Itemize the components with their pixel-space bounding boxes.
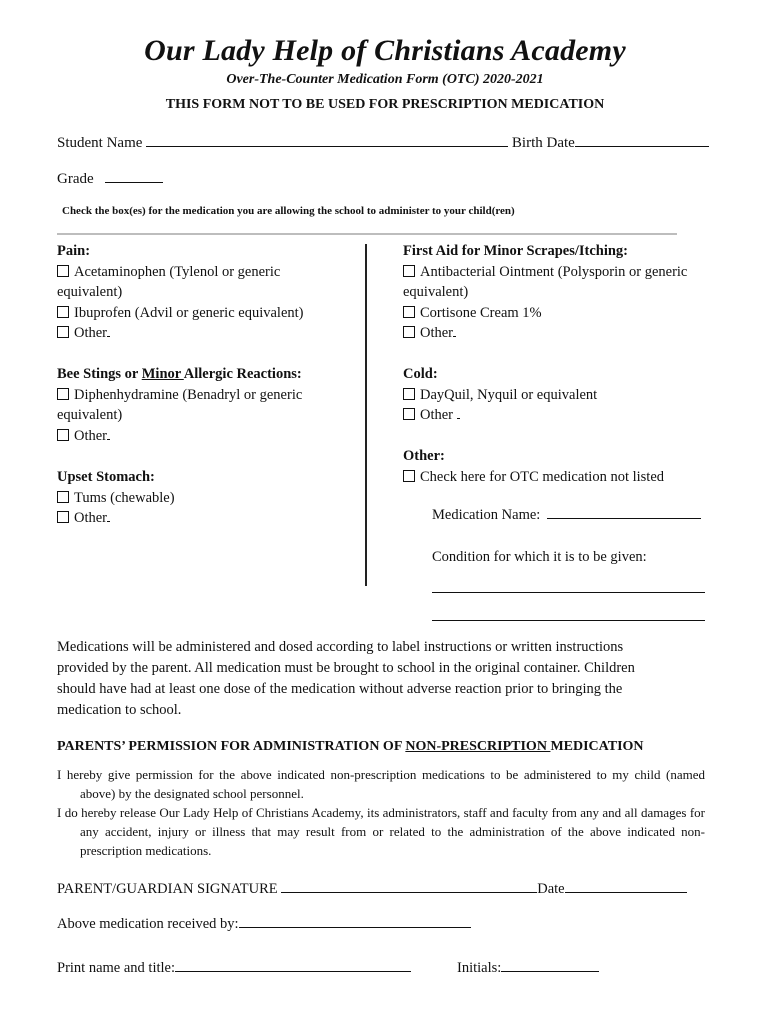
- firstaid-option-cont: equivalent): [403, 284, 469, 300]
- stomach-heading: Upset Stomach:: [57, 469, 155, 485]
- condition-label: Condition for which it is to be given:: [432, 549, 647, 565]
- medication-name-row: [432, 505, 701, 524]
- initials-field[interactable]: [501, 958, 599, 972]
- bee-option-other[interactable]: Other: [57, 426, 357, 447]
- received-by-row: [57, 914, 471, 933]
- checkbox[interactable]: [403, 326, 415, 338]
- grade-label: Grade: [57, 171, 94, 187]
- checkbox[interactable]: [57, 511, 69, 523]
- grade-row: [57, 169, 163, 188]
- print-name-row: [57, 958, 411, 977]
- birth-date-label: Birth Date: [511, 135, 575, 151]
- medication-name-field[interactable]: [547, 505, 701, 519]
- checkbox[interactable]: [403, 306, 415, 318]
- firstaid-option-antibacterial[interactable]: Antibacterial Ointment (Polysporin or generic: [403, 262, 713, 283]
- permission-heading: PARENTS’ PERMISSION FOR ADMINISTRATION OF NON-PRESCRIPTION MEDICATION: [57, 739, 644, 754]
- prescription-notice: THIS FORM NOT TO BE USED FOR PRESCRIPTION MEDICATION: [165, 97, 605, 112]
- bee-section: [57, 364, 357, 446]
- signature-date-label: Date: [537, 881, 565, 897]
- student-name-field[interactable]: [146, 133, 508, 147]
- initials-row: [457, 958, 599, 977]
- cold-heading: Cold:: [403, 366, 438, 382]
- checkbox[interactable]: [57, 306, 69, 318]
- condition-field-line-1[interactable]: [432, 592, 705, 593]
- other-section: [403, 446, 713, 487]
- checkbox[interactable]: [403, 470, 415, 482]
- cold-option-other[interactable]: Other: [403, 405, 713, 426]
- received-by-field[interactable]: [239, 914, 471, 928]
- checkbox[interactable]: [403, 408, 415, 420]
- initials-label: Initials:: [457, 960, 502, 976]
- firstaid-section: [403, 241, 713, 344]
- other-heading: Other:: [403, 448, 445, 464]
- stomach-option-other[interactable]: Other: [57, 508, 357, 529]
- pain-option-acetaminophen[interactable]: Acetaminophen (Tylenol or generic: [57, 262, 357, 283]
- checkbox[interactable]: [57, 265, 69, 277]
- school-title: Our Lady Help of Christians Academy: [144, 34, 626, 67]
- administration-paragraph: Medications will be administered and dosed according to label instructions or written instructions provided by the parent. All medication must be brought to school in the original container. Children should have had at least one dose of the medication without adverse reaction prior to bringing the medication to school.: [57, 639, 635, 718]
- permission-paragraph-1: I hereby give permission for the above indicated non-prescription medications to be administered to my child (named above) by the designated school personnel.: [57, 767, 705, 801]
- checkbox[interactable]: [403, 265, 415, 277]
- parent-signature-row: [57, 879, 687, 898]
- divider: [57, 233, 677, 235]
- firstaid-option-cortisone[interactable]: Cortisone Cream 1%: [403, 303, 713, 324]
- parent-signature-label: PARENT/GUARDIAN SIGNATURE: [57, 881, 278, 897]
- bee-heading: Bee Stings or Minor Allergic Reactions:: [57, 366, 302, 382]
- checkbox[interactable]: [57, 388, 69, 400]
- checkbox[interactable]: [57, 429, 69, 441]
- student-name-row: [57, 133, 709, 152]
- pain-option-ibuprofen[interactable]: Ibuprofen (Advil or generic equivalent): [57, 303, 357, 324]
- signature-date-field[interactable]: [565, 879, 687, 893]
- grade-field[interactable]: [105, 169, 163, 183]
- parent-signature-field[interactable]: [281, 879, 537, 893]
- pain-option-other[interactable]: Other: [57, 323, 357, 344]
- stomach-section: [57, 467, 357, 529]
- column-divider: [365, 244, 367, 586]
- cold-option-dayquil[interactable]: DayQuil, Nyquil or equivalent: [403, 385, 713, 406]
- permission-paragraph-2: I do hereby release Our Lady Help of Christians Academy, its administrators, staff and faculty from any and all damages for any accident, injury or illness that may result from or related to the administration of the above indicated non- prescription medications.: [57, 805, 705, 858]
- form-subtitle: Over-The-Counter Medication Form (OTC) 2020-2021: [226, 72, 544, 87]
- firstaid-option-other[interactable]: Other: [403, 323, 713, 344]
- checkbox[interactable]: [57, 326, 69, 338]
- received-by-label: Above medication received by:: [57, 916, 239, 932]
- bee-option-diphenhydramine[interactable]: Diphenhydramine (Benadryl or generic: [57, 385, 357, 406]
- medication-name-label: Medication Name:: [432, 507, 541, 523]
- birth-date-field[interactable]: [575, 133, 709, 147]
- instructions: Check the box(es) for the medication you are allowing the school to administer to your child(ren): [62, 205, 515, 217]
- cold-section: [403, 364, 713, 426]
- pain-heading: Pain:: [57, 243, 91, 259]
- checkbox[interactable]: [403, 388, 415, 400]
- condition-field-line-2[interactable]: [432, 620, 705, 621]
- print-name-label: Print name and title:: [57, 960, 175, 976]
- print-name-field[interactable]: [175, 958, 411, 972]
- pain-section: [57, 241, 357, 344]
- checkbox[interactable]: [57, 491, 69, 503]
- student-name-label: Student Name: [57, 135, 143, 151]
- permission-text: [57, 765, 705, 860]
- stomach-option-tums[interactable]: Tums (chewable): [57, 488, 357, 509]
- firstaid-heading: First Aid for Minor Scrapes/Itching:: [403, 243, 629, 259]
- pain-option-acetaminophen-cont: equivalent): [57, 284, 123, 300]
- other-option-unlisted[interactable]: Check here for OTC medication not listed: [403, 467, 713, 488]
- bee-option-cont: equivalent): [57, 407, 123, 423]
